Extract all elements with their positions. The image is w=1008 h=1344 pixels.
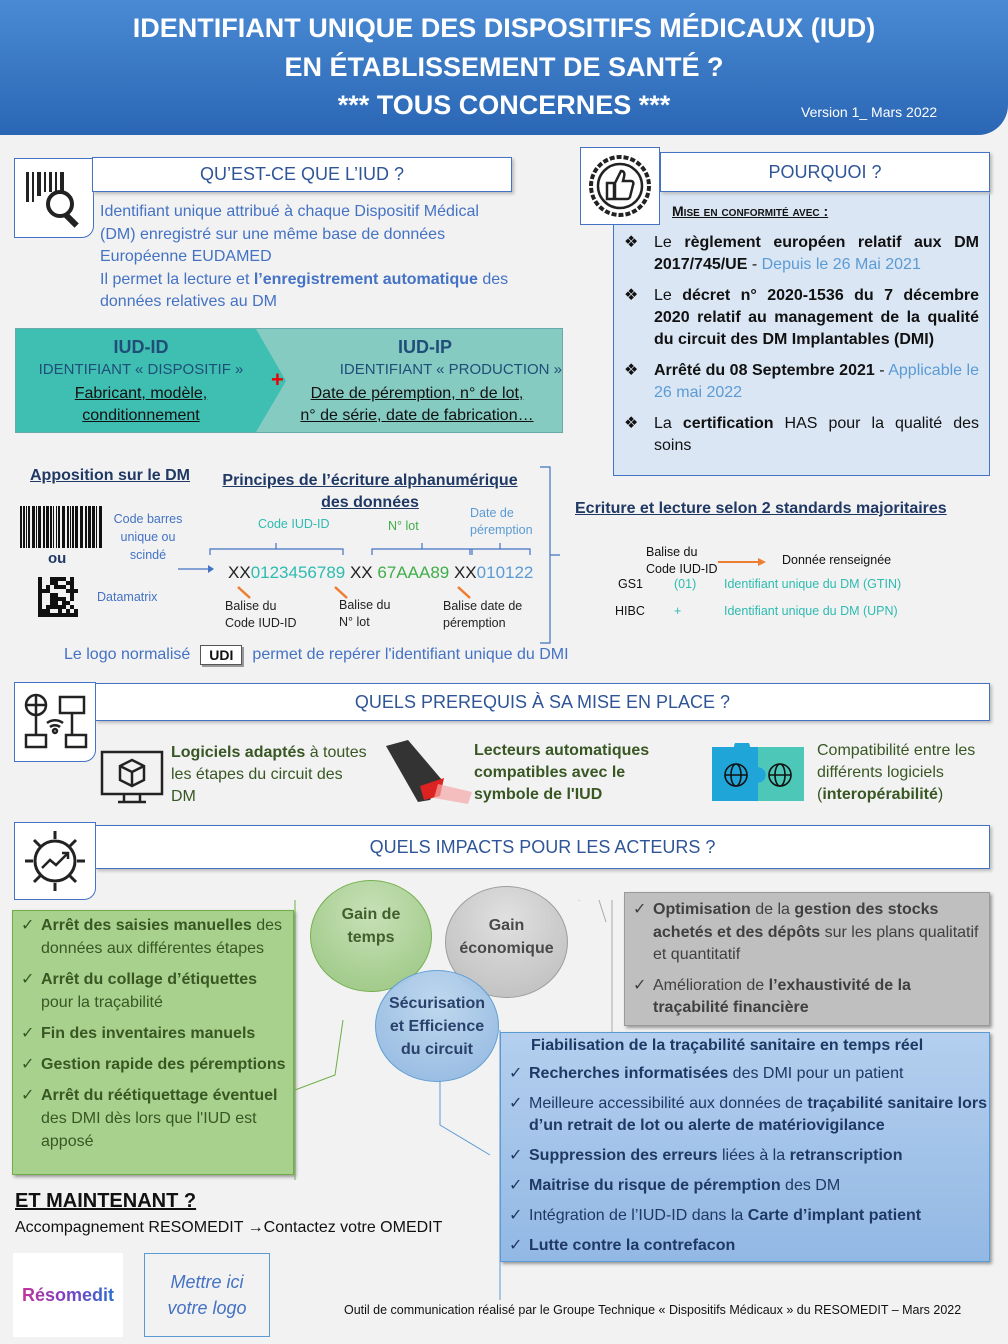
check-icon: ✓ xyxy=(509,1147,523,1164)
tag-label-lot: Balise du N° lot xyxy=(339,598,391,629)
item-text xyxy=(529,1237,735,1254)
iud-id-title: IUD-ID xyxy=(113,337,169,357)
bold-text: certification xyxy=(682,415,774,432)
standards-col-data: Donnée renseignée xyxy=(782,553,892,567)
list-item xyxy=(13,1084,293,1153)
standards-col-tag: Balise du Code IUD-ID xyxy=(646,545,718,576)
date-value: 010122 xyxy=(476,563,534,582)
title-line-3: *** TOUS CONCERNES *** xyxy=(337,90,671,120)
iud-id-subtitle: IDENTIFIANT « DISPOSITIF » xyxy=(38,361,244,378)
text: - xyxy=(874,362,889,379)
item-text xyxy=(41,1087,278,1150)
subtitle-text: Mise en conformité avec xyxy=(672,203,820,219)
list-item xyxy=(625,975,989,1020)
check-icon: ✓ xyxy=(21,971,35,988)
bold-text: décret n° 2020-1536 du 7 décembre 2020 relatif au management de la qualité du circuit des DM Implantables (DMI) xyxy=(654,287,979,348)
text-line xyxy=(100,269,508,292)
header-banner xyxy=(0,0,1008,135)
title-line-2: EN ÉTABLISSEMENT DE SANTÉ ? xyxy=(284,52,724,82)
check-icon: ✓ xyxy=(21,917,35,934)
standards-title: Ecriture et lecture selon 2 standards majoritaires xyxy=(575,500,947,517)
principles-title: Principes de l’écriture alphanumérique des données xyxy=(222,472,518,511)
check-icon: ✓ xyxy=(509,1177,523,1194)
bold-text: l’exhaustivité de la traçabilité financière xyxy=(653,976,911,1016)
list-item xyxy=(13,1022,293,1045)
text: Applicable le 26 mai 2022 xyxy=(654,362,979,401)
bold-text: Lutte contre la contrefacon xyxy=(529,1237,736,1254)
check-icon: ✓ xyxy=(21,1056,35,1073)
item-text xyxy=(654,287,979,348)
time-benefits-list xyxy=(13,911,293,1153)
text: ) xyxy=(937,786,944,803)
text: des xyxy=(477,270,509,288)
diamond-bullet-icon: ❖ xyxy=(624,362,639,379)
standard-name: HIBC xyxy=(615,604,645,618)
item-text xyxy=(654,415,979,454)
text: des DMI dès lors que l'IUD est apposé xyxy=(41,1110,257,1150)
time-benefits-panel xyxy=(12,910,294,1175)
text: liées à la xyxy=(717,1147,790,1164)
check-icon: ✓ xyxy=(509,1207,523,1224)
code-string xyxy=(228,563,533,583)
list-item xyxy=(501,1063,989,1085)
puzzle-globe-icon xyxy=(710,743,806,801)
bold-text: Maitrise du risque de péremption xyxy=(529,1177,781,1194)
field-label-date: Date de péremption xyxy=(470,506,533,537)
bold-text: règlement européen relatif aux DM 2017/745/UE xyxy=(654,234,979,273)
iud-ip-title: IUD-IP xyxy=(398,337,452,357)
item-text xyxy=(529,1095,987,1134)
udi-line xyxy=(64,645,569,665)
check-icon: ✓ xyxy=(21,1087,35,1104)
standard-data: Identifiant unique du DM (UPN) xyxy=(724,604,898,618)
list-item xyxy=(13,1053,293,1076)
why-item xyxy=(624,232,979,276)
barcode-scanner-icon xyxy=(380,740,472,806)
impacts-title: QUELS IMPACTS POUR LES ACTEURS ? xyxy=(95,825,990,869)
bold-text: Recherches informatisées xyxy=(529,1065,729,1082)
bold-text: Arrêt des saisies manuelles xyxy=(41,917,252,934)
bold-text: Arrêt du collage d’étiquettes xyxy=(41,971,258,988)
text: des DMI pour un patient xyxy=(728,1065,904,1082)
prereq-readers xyxy=(474,740,674,806)
title-line-1: IDENTIFIANT UNIQUE DES DISPOSITIFS MÉDICAUX (IUD) xyxy=(132,13,876,43)
right-brace xyxy=(538,465,564,645)
bold-text: Fin des inventaires manuels xyxy=(41,1025,256,1042)
list-item xyxy=(13,914,293,960)
datamatrix-label: Datamatrix xyxy=(97,590,158,604)
bold-text: Lecteurs automatiques compatibles avec le symbole de l'IUD xyxy=(474,742,650,803)
iud-id-description xyxy=(16,383,266,427)
why-item xyxy=(624,413,979,457)
text-line: Identifiant unique attribué à chaque Dispositif Médical xyxy=(100,203,479,220)
version-label: Version 1_ Mars 2022 xyxy=(801,104,938,120)
economic-benefits-list xyxy=(625,893,989,1020)
bold-text: Arrêté du 08 Septembre 2021 xyxy=(654,362,875,379)
why-item xyxy=(624,360,979,404)
udi-text-before: Le logo normalisé xyxy=(64,646,191,663)
arrow-right-icon xyxy=(718,556,768,568)
bold-text: traçabilité sanitaire lors d’un retrait de lot ou alerte de matériovigilance xyxy=(529,1095,988,1134)
text: Le xyxy=(654,287,683,304)
code-value: 0123456789 xyxy=(250,563,346,582)
text: de la xyxy=(750,901,795,918)
apposition-title: Apposition sur le DM xyxy=(30,467,190,484)
item-text xyxy=(41,917,282,957)
bold-text: interopérabilité xyxy=(822,786,938,803)
udi-text-after: permet de repérer l'identifiant unique du DMI xyxy=(252,646,569,663)
text: Le xyxy=(654,234,685,251)
tag-label-code: Balise du Code IUD-ID xyxy=(225,599,297,630)
text: pour la traçabilité xyxy=(41,994,163,1011)
or-label: ou xyxy=(48,550,67,567)
item-text xyxy=(41,971,257,1011)
text: - xyxy=(747,256,762,273)
text: Compatibilité entre les différents logiciels ( xyxy=(817,742,976,803)
text: HAS pour la qualité des soins xyxy=(654,415,979,454)
text: Intégration de l’IUD-ID dans la xyxy=(529,1207,748,1224)
item-text xyxy=(529,1207,921,1224)
list-item xyxy=(625,899,989,967)
list-item xyxy=(501,1235,989,1257)
bold-text: l’enregistrement automatique xyxy=(253,270,478,288)
barcode-magnifier-icon xyxy=(14,158,94,238)
what-title: QU’EST-CE QUE L’IUD ? xyxy=(92,157,512,192)
standard-name: GS1 xyxy=(618,577,644,591)
logo-text: Résomedit xyxy=(21,1284,115,1305)
tag-label-date: Balise date de péremption xyxy=(443,599,523,630)
check-icon: ✓ xyxy=(633,901,647,918)
text-line: n° de série, date de fabrication… xyxy=(300,407,534,424)
list-item xyxy=(501,1205,989,1227)
field-label-code: Code IUD-ID xyxy=(258,517,330,531)
item-text xyxy=(654,362,979,401)
diamond-bullet-icon: ❖ xyxy=(624,415,639,432)
standard-data: Identifiant unique du DM (GTIN) xyxy=(724,577,902,591)
item-text xyxy=(529,1177,840,1194)
next-steps-text: Accompagnement RESOMEDIT →Contactez votre OMEDIT xyxy=(15,1219,443,1236)
tag: XX xyxy=(349,563,373,582)
circle-security: Sécurisation et Efficience du circuit xyxy=(375,970,499,1082)
what-description xyxy=(100,201,508,314)
gear-chart-icon xyxy=(14,822,96,900)
text: des DM xyxy=(780,1177,841,1194)
item-text xyxy=(653,901,978,963)
economic-benefits-panel xyxy=(624,892,990,1026)
check-icon: ✓ xyxy=(509,1237,523,1254)
text: Il permet la lecture et xyxy=(100,270,254,288)
text: Amélioration de xyxy=(653,976,769,994)
list-item xyxy=(501,1145,989,1167)
text: Depuis le 26 Mai 2021 xyxy=(761,256,921,273)
diamond-bullet-icon: ❖ xyxy=(624,234,639,251)
item-text xyxy=(41,1025,255,1042)
bold-text: Logiciels adaptés xyxy=(171,744,306,761)
network-icon xyxy=(14,682,96,762)
item-text xyxy=(654,234,979,273)
check-icon: ✓ xyxy=(509,1065,523,1082)
text: La xyxy=(654,415,683,432)
bold-text: Suppression des erreurs xyxy=(529,1147,718,1164)
plus-sign: + xyxy=(271,367,284,392)
standard-tag: (01) xyxy=(674,577,697,591)
security-benefits-list xyxy=(501,1057,989,1257)
tag: XX xyxy=(228,563,251,582)
iud-ip-description xyxy=(278,383,556,427)
udi-logo: UDI xyxy=(200,645,242,665)
item-text xyxy=(653,977,911,1017)
why-item xyxy=(624,285,979,351)
check-icon: ✓ xyxy=(633,976,647,994)
item-text xyxy=(41,1056,286,1073)
lot-value: 67AAA89 xyxy=(377,563,450,582)
computer-box-icon xyxy=(100,740,166,806)
iud-ip-subtitle: IDENTIFIANT « PRODUCTION » xyxy=(339,361,562,378)
prereq-interop xyxy=(817,740,997,806)
tag: XX xyxy=(453,563,477,582)
check-icon: ✓ xyxy=(21,1025,35,1042)
thumbs-up-icon xyxy=(580,147,660,225)
why-list xyxy=(624,232,979,457)
security-heading: Fiabilisation de la traçabilité sanitaire en temps réel xyxy=(531,1037,924,1054)
field-label-lot: N° lot xyxy=(388,519,419,533)
bold-text: Arrêt du réétiquettage éventuel xyxy=(41,1087,278,1104)
datamatrix-icon xyxy=(38,577,78,617)
text-line: conditionnement xyxy=(82,407,200,424)
text-line: données relatives au DM xyxy=(100,293,277,310)
barcode-label: Code barres unique ou scindé xyxy=(113,512,183,562)
bold-text: retranscription xyxy=(789,1147,903,1164)
barcode-icon xyxy=(20,506,102,548)
circle-economic-gain: Gain économique xyxy=(445,886,568,998)
text: à toutes les étapes du circuit des DM xyxy=(171,744,367,805)
why-subtitle: Mise en conformité avec : xyxy=(672,203,829,219)
bold-text: Carte d’implant patient xyxy=(747,1207,922,1224)
next-steps-title: ET MAINTENANT ? xyxy=(15,1190,197,1212)
list-item xyxy=(501,1093,989,1137)
prereq-title: QUELS PREREQUIS À SA MISE EN PLACE ? xyxy=(95,683,990,721)
text: Meilleure accessibilité aux données de xyxy=(529,1095,808,1112)
text-line: Date de péremption, n° de lot, xyxy=(310,385,524,402)
text: des données aux différentes étapes xyxy=(41,917,283,957)
item-text xyxy=(529,1065,903,1082)
text-line: (DM) enregistré sur une même base de données xyxy=(100,225,446,243)
resomedit-logo xyxy=(13,1253,123,1337)
iud-banner xyxy=(15,328,563,433)
list-item xyxy=(501,1175,989,1197)
list-item xyxy=(13,968,293,1014)
bold-text: Gestion rapide des péremptions xyxy=(41,1056,286,1073)
bold-text: Optimisation xyxy=(653,901,751,918)
credit-text: Outil de communication réalisé par le Groupe Technique « Dispositifs Médicaux » du RESOMEDIT – Mars 2022 xyxy=(344,1303,962,1317)
text-line: Européenne EUDAMED xyxy=(100,248,272,265)
bold-text: gestion des stocks achetés et des dépôts xyxy=(653,901,939,941)
check-icon: ✓ xyxy=(509,1095,523,1112)
item-text xyxy=(529,1147,902,1164)
circle-time-gain: Gain de temps xyxy=(310,880,432,992)
prereq-software xyxy=(171,742,371,808)
text: sur les plans qualitatif et quantitatif xyxy=(653,923,979,963)
why-title: POURQUOI ? xyxy=(660,152,990,192)
standard-tag: + xyxy=(674,604,682,618)
security-benefits-panel xyxy=(500,1032,990,1262)
diamond-bullet-icon: ❖ xyxy=(624,287,639,304)
your-logo-placeholder: Mettre ici votre logo xyxy=(144,1253,270,1337)
text-line: Fabricant, modèle, xyxy=(74,385,208,402)
